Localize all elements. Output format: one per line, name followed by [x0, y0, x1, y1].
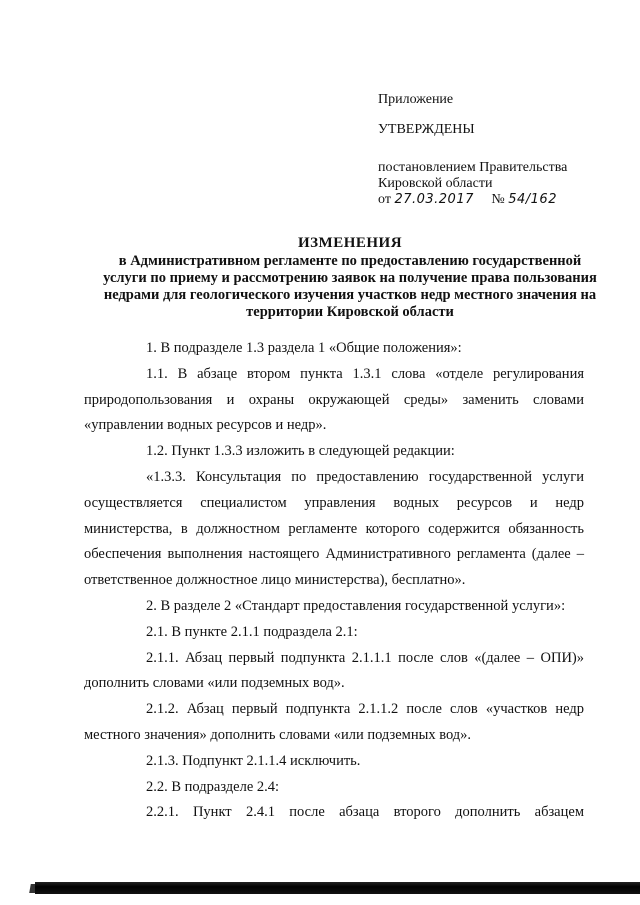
title-subtitle: в Административном регламенте по предоставлению государственной услуги по приему и рассмотрению заявок на получение права пользования недрами для геологического изучения участков недр местного значения на территории Кировской области: [103, 253, 597, 320]
date-number-line: [378, 192, 618, 208]
paragraph: 1.2. Пункт 1.3.3 изложить в следующей редакции:: [146, 443, 455, 460]
paragraph: 2.1.1. Абзац первый подпункта 2.1.1.1 после слов «(далее – ОПИ)» дополнить словами «или подземных вод».: [84, 649, 584, 692]
document-body: [84, 336, 584, 826]
handwritten-number: 54/162: [508, 192, 557, 207]
handwritten-date: 27.03.2017: [394, 192, 474, 207]
paragraph: «1.3.3. Консультация по предоставлению государственной услуги осуществляется специалистом управления водных ресурсов и недр министерства, в должностном регламенте которого содержится обязанность обеспечения выполнения настоящего Административного регламента (далее – ответственное должностное лицо министерства), бесплатно».: [84, 468, 584, 589]
paragraph: 2.1. В пункте 2.1.1 подраздела 2.1:: [146, 623, 358, 640]
number-prefix: №: [491, 192, 505, 207]
scan-bottom-bar: [35, 882, 640, 894]
approval-block: [378, 92, 618, 208]
paragraph: 1.1. В абзаце втором пункта 1.3.1 слова «отделе регулирования природопользования и охраны окружающей среды» заменить словами «управлении водных ресурсов и недр».: [84, 365, 584, 434]
resolution-label: постановлением Правительства: [378, 160, 568, 175]
paragraph: 2.1.3. Подпункт 2.1.1.4 исключить.: [146, 752, 361, 769]
title-heading: ИЗМЕНЕНИЯ: [297, 235, 403, 251]
date-prefix: от: [378, 192, 391, 207]
paragraph: 2.2. В подразделе 2.4:: [146, 778, 280, 795]
region-label: Кировской области: [378, 176, 493, 191]
paragraph: 2.2.1. Пункт 2.4.1 после абзаца второго дополнить абзацем: [146, 804, 584, 821]
approved-label: УТВЕРЖДЕНЫ: [378, 122, 475, 137]
paragraph: 2. В разделе 2 «Стандарт предоставления государственной услуги»:: [146, 597, 566, 614]
paragraph: 1. В подразделе 1.3 раздела 1 «Общие положения»:: [146, 340, 462, 356]
paragraph: 2.1.2. Абзац первый подпункта 2.1.1.2 после слов «участков недр местного значения» дополнить словами «или подземных вод».: [84, 701, 584, 743]
document-title: [100, 235, 600, 321]
appendix-label: Приложение: [378, 92, 454, 107]
